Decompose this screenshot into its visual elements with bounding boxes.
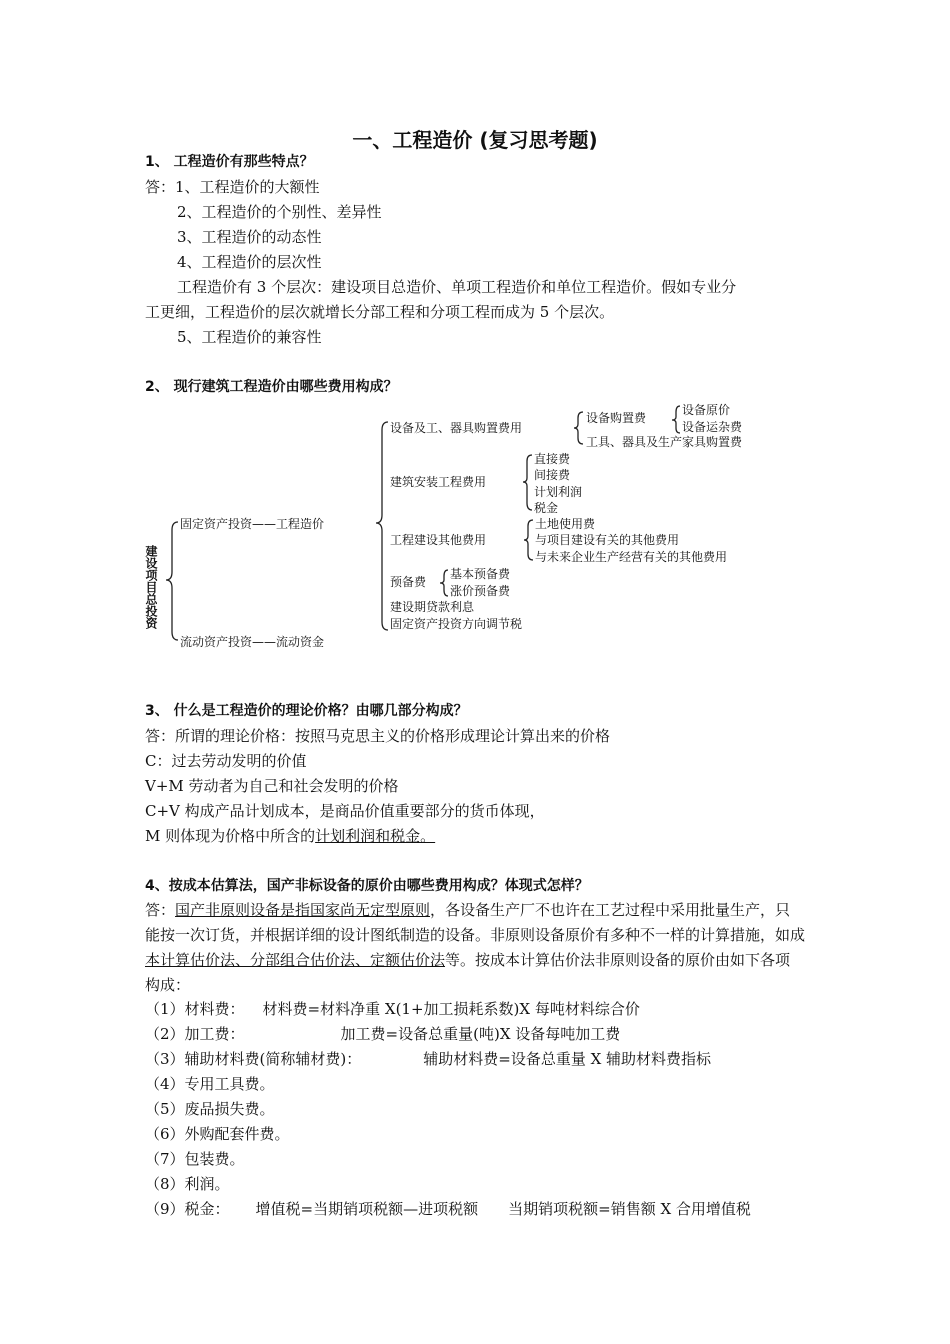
cost-item-6: （6）外购配套件费。 <box>145 1125 290 1143</box>
diagram-equipment-price: 设备原价 <box>682 403 731 417</box>
cost-item-1-formula: 材料费=材料净重 X(1+加工损耗系数)X 每吨材料综合价 <box>262 1000 640 1018</box>
answer-3-line-5 <box>145 826 435 846</box>
answer-1-paragraph-line-2: 工更细，工程造价的层次就增长分部工程和分项工程而成为 5 个层次。 <box>145 303 615 321</box>
diagram-indirect-cost: 间接费 <box>534 468 571 482</box>
diagram-adjustment-tax: 固定资产投资方向调节税 <box>390 617 523 631</box>
answer-1-paragraph-line-1: 工程造价有 3 个层次：建设项目总造价、单项工程造价和单位工程造价。假如专业分 <box>177 278 737 296</box>
answer-4-underlined-2: 本计算估价法、分部组合估价法、定额估价法 <box>145 951 446 969</box>
cost-item-9-label: （9）税金： <box>145 1200 230 1218</box>
answer-3-line-1: 答：所谓的理论价格：按照马克思主义的价格形成理论计算出来的价格 <box>145 727 611 745</box>
cost-item-8: （8）利润。 <box>145 1175 230 1193</box>
equipment-purchase-brace <box>672 406 680 433</box>
answer-1-first: 答：1、工程造价的大额性 <box>145 178 320 196</box>
diagram-price-reserve: 涨价预备费 <box>450 584 511 598</box>
answer-1-item-2: 2、工程造价的个别性、差异性 <box>177 203 382 221</box>
cost-item-5: （5）废品损失费。 <box>145 1100 275 1118</box>
cost-item-9-formula: 增值税=当期销项税额—进项税额 <box>255 1200 479 1218</box>
answer-4-underlined-1: 国产非原则设备是指国家尚无定型原则 <box>175 901 431 919</box>
answer-4-mid: ，各设备生产厂不也许在工艺过程中采用批量生产，只能按一次订货，并根据详细的设计图纸制造的设备。非原则设备原价有多种不一样的计算措施，如成 <box>145 901 806 944</box>
diagram-root-label: 建设项目总投资 <box>144 545 158 629</box>
construction-brace <box>523 455 532 510</box>
diagram-future-related-cost: 与未来企业生产经营有关的其他费用 <box>535 550 728 564</box>
answer-4-paragraph <box>145 898 805 998</box>
diagram-equipment-purchase: 设备购置费 <box>586 411 647 425</box>
diagram-basic-reserve: 基本预备费 <box>450 567 511 581</box>
diagram-land-cost: 土地使用费 <box>535 517 596 531</box>
reserve-brace <box>440 570 448 596</box>
diagram-construction-cost: 建筑安装工程费用 <box>390 475 487 489</box>
answer-3-line-2: C：过去劳动发明的价值 <box>145 752 307 770</box>
page-title: 一、工程造价 (复习思考题) <box>352 128 598 152</box>
cost-item-1-label: （1）材料费： <box>145 1000 245 1018</box>
answer-1-item-4: 4、工程造价的层次性 <box>177 253 322 271</box>
diagram-tools-cost: 工具、器具及生产家具购置费 <box>586 435 743 449</box>
cost-item-3-label: （3）辅助材料费(简称辅材费)： <box>145 1050 362 1068</box>
diagram-fixed-investment: 固定资产投资——工程造价 <box>180 517 325 531</box>
cost-item-3 <box>145 1049 711 1069</box>
other-cost-brace <box>524 520 533 560</box>
cost-item-9 <box>145 1199 751 1219</box>
answer-1-item-3: 3、工程造价的动态性 <box>177 228 322 246</box>
cost-item-2 <box>145 1024 620 1044</box>
answer-3-last-underlined: 计划利润和税金。 <box>315 827 436 845</box>
cost-item-4: （4）专用工具费。 <box>145 1075 275 1093</box>
cost-item-9-formula-2: 当期销项税额=销售额 X 合用增值税 <box>508 1200 751 1218</box>
root-brace <box>166 522 178 640</box>
answer-4-prefix: 答： <box>145 901 176 919</box>
question-1: 1、 工程造价有那些特点？ <box>145 154 314 170</box>
cost-item-2-formula: 加工费=设备总重量(吨)X 设备每吨加工费 <box>340 1025 621 1043</box>
answer-4-end: 等。按成本计算估价法非原则设备的原价由如下各项构成： <box>145 951 791 994</box>
diagram-equipment-transport: 设备运杂费 <box>682 420 743 434</box>
diagram-current-investment: 流动资产投资——流动资金 <box>180 635 325 649</box>
question-4: 4、按成本估算法，国产非标设备的原价由哪些费用构成？体现式怎样？ <box>145 878 589 894</box>
question-3: 3、 什么是工程造价的理论价格？由哪几部分构成？ <box>145 703 468 719</box>
diagram-other-cost: 工程建设其他费用 <box>390 533 487 547</box>
diagram-equipment-cost: 设备及工、器具购置费用 <box>390 421 523 435</box>
diagram-project-related-cost: 与项目建设有关的其他费用 <box>535 533 680 547</box>
answer-3-line-4: C+V 构成产品计划成本，是商品价值重要部分的货币体现， <box>145 802 545 820</box>
diagram-planned-profit: 计划利润 <box>534 485 583 499</box>
answer-1-item-5: 5、工程造价的兼容性 <box>177 328 322 346</box>
cost-item-7: （7）包装费。 <box>145 1150 245 1168</box>
answer-3-last-prefix: M 则体现为价格中所含的 <box>145 827 316 845</box>
cost-item-2-label: （2）加工费： <box>145 1025 245 1043</box>
diagram-tax: 税金 <box>534 501 559 515</box>
diagram-loan-interest: 建设期贷款利息 <box>390 600 475 614</box>
cost-brace <box>376 422 388 630</box>
answer-3-line-3: V+M 劳动者为自己和社会发明的价格 <box>145 777 399 795</box>
cost-item-1 <box>145 999 640 1019</box>
cost-item-3-formula: 辅助材料费=设备总重量 X 辅助材料费指标 <box>423 1050 712 1068</box>
equipment-brace <box>574 412 583 444</box>
diagram-reserve: 预备费 <box>390 575 427 589</box>
diagram-direct-cost: 直接费 <box>534 452 571 466</box>
question-2: 2、 现行建筑工程造价由哪些费用构成？ <box>145 379 398 395</box>
